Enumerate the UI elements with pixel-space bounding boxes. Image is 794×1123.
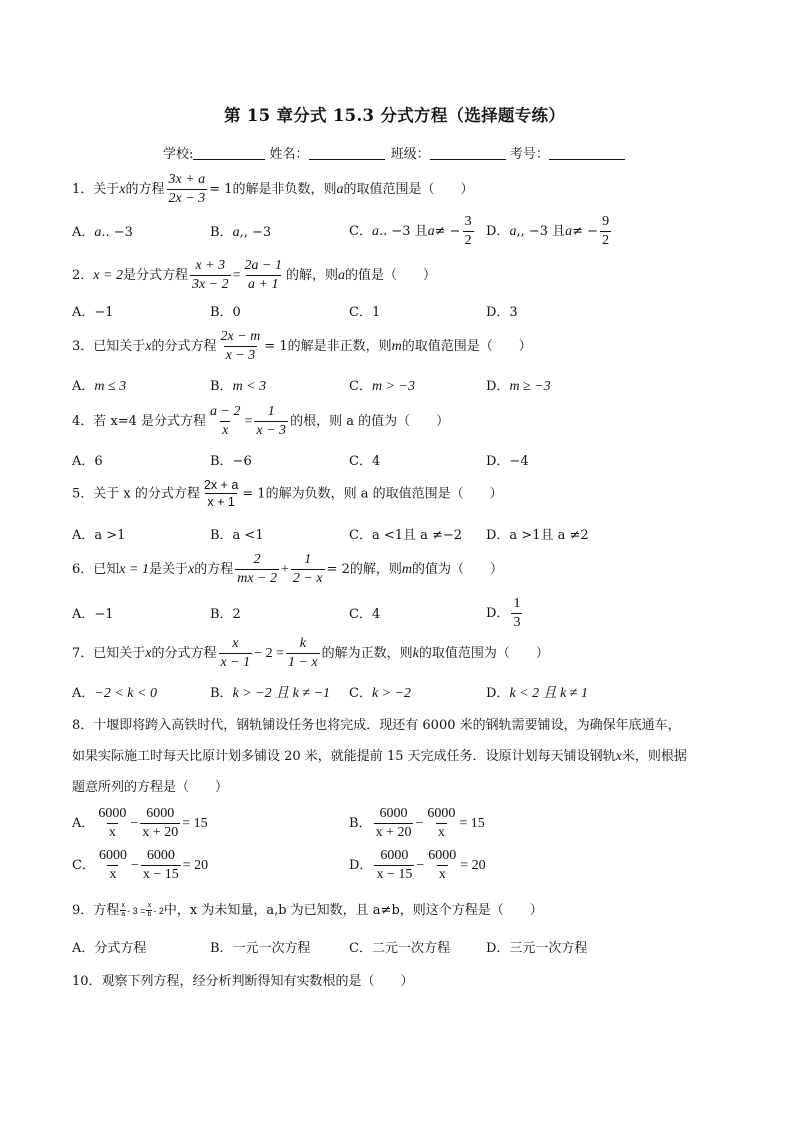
q3-option-d[interactable]: D．m ≥ −3 <box>486 379 551 394</box>
class-label: 班级： <box>390 147 430 162</box>
question-9: 9．方程 $\frac{x}{a}$ - 3 = $\frac{x}{b}$ - 2中，x 为未知量，a,b 为已知数，且 a≠b，则这个方程是（ ） <box>72 902 543 919</box>
q8-option-b[interactable]: B． $\frac{6000}{x + 20}$ − $\frac{6000}{x}$ = 15 <box>349 806 485 841</box>
exam-no-field[interactable] <box>549 147 625 160</box>
q4-option-a[interactable]: A．6 <box>72 454 103 469</box>
q6-option-a[interactable]: A．−1 <box>72 607 114 622</box>
page-title: 第 15 章分式 15.3 分式方程（选择题专练） <box>224 106 566 125</box>
q8-option-d[interactable]: D． $\frac{6000}{x - 15}$ − $\frac{6000}{x}$ = 20 <box>349 848 486 883</box>
exam-no-label: 考号： <box>509 147 549 162</box>
question-6: 6．已知x = 1是关于x的方程 $\frac{2}{mx - 2}$ + $\frac{1}{2 - x}$ = 2的解，则m的值为（ ） <box>72 552 503 587</box>
question-2: 2．x = 2是分式方程 $\frac{x + 3}{3x - 2}$ = $\frac{2a - 1}{a + 1}$ 的解，则a的值是（ ） <box>72 258 437 293</box>
q9-option-d[interactable]: D．三元一次方程 <box>486 941 588 956</box>
q6-option-b[interactable]: B．2 <box>210 607 241 622</box>
q7-option-b[interactable]: B．k > −2 且 k ≠ −1 <box>210 686 331 701</box>
q9-option-a[interactable]: A．分式方程 <box>72 941 147 956</box>
name-label: 姓名： <box>269 147 309 162</box>
q1-fraction: $\frac{3x + a}{2x - 3}$ <box>168 172 206 207</box>
q3-option-c[interactable]: C．m > −3 <box>349 379 415 394</box>
school-field[interactable] <box>193 147 265 160</box>
q5-option-d[interactable]: D．a >1且 a ≠2 <box>486 528 589 543</box>
q4-option-b[interactable]: B．−6 <box>210 454 252 469</box>
q4-option-c[interactable]: C．4 <box>349 454 381 469</box>
question-7: 7．已知关于x的分式方程 $\frac{x}{x - 1}$ − 2 = $\frac{k}{1 - x}$ 的解为正数，则k的取值范围为（ ） <box>72 636 549 671</box>
q5-option-a[interactable]: A．a >1 <box>72 528 126 543</box>
question-8-line-3: 题意所列的方程是（ ） <box>72 780 229 795</box>
q2-option-d[interactable]: D．3 <box>486 305 518 320</box>
question-8-line-1: 8．十堰即将跨入高铁时代，钢轨铺设任务也将完成．现还有 6000 米的钢轨需要铺设，为确保年底通车， <box>72 718 681 733</box>
question-8-line-2: 如果实际施工时每天比原计划多铺设 20 米，就能提前 15 天完成任务．设原计划每天铺设钢轨x米，则根据 <box>72 749 687 764</box>
q8-option-a[interactable]: A． $\frac{6000}{x}$ − $\frac{6000}{x + 20}$ = 15 <box>72 806 208 841</box>
q1-option-b[interactable]: B．a,, −3 <box>210 225 272 240</box>
question-3: 3．已知关于x的分式方程 $\frac{2x - m}{x - 3}$ = 1的解是非正数，则m的取值范围是（ ） <box>72 329 532 364</box>
q4-option-d[interactable]: D．−4 <box>486 454 529 469</box>
school-label: 学校: <box>163 147 194 162</box>
question-4: 4．若 x=4 是分式方程 $\frac{a - 2}{x}$ = $\frac{1}{x - 3}$ 的根，则 a 的值为（ ） <box>72 404 450 439</box>
q7-option-c[interactable]: C．k > −2 <box>349 686 412 701</box>
q8-option-c[interactable]: C． $\frac{6000}{x}$ − $\frac{6000}{x - 15}$ = 20 <box>72 848 209 883</box>
q1-option-a[interactable]: A．a.. −3 <box>72 225 133 240</box>
q5-option-b[interactable]: B．a <1 <box>210 528 264 543</box>
question-1: 1．关于x的方程 $\frac{3x + a}{2x - 3}$ = 1的解是非负数，则a的取值范围是（ ） <box>72 172 474 207</box>
question-10: 10．观察下列方程，经分析判断得知有实数根的是（ ） <box>72 974 414 989</box>
q6-option-c[interactable]: C．4 <box>349 607 381 622</box>
q6-option-d[interactable]: D． $\frac{1}{3}$ <box>486 596 521 631</box>
q2-option-b[interactable]: B．0 <box>210 305 241 320</box>
q2-option-a[interactable]: A．−1 <box>72 305 114 320</box>
q7-option-d[interactable]: D．k < 2 且 k ≠ 1 <box>486 686 588 701</box>
q7-option-a[interactable]: A．−2 < k < 0 <box>72 686 157 701</box>
class-field[interactable] <box>430 147 506 160</box>
q5-option-c[interactable]: C．a <1且 a ≠−2 <box>349 528 463 543</box>
q3-option-b[interactable]: B．m < 3 <box>210 379 267 394</box>
q3-option-a[interactable]: A．m ≤ 3 <box>72 379 127 394</box>
question-5: 5．关于 x 的分式方程 $\frac{2x + a}{x + 1}$ = 1的解为负数，则 a 的取值范围是（ ） <box>72 478 503 510</box>
q1-option-c[interactable]: C．a.. −3 且a≠ − $\frac{3}{2}$ <box>349 214 472 249</box>
q9-option-c[interactable]: C．二元一次方程 <box>349 941 450 956</box>
student-info-line <box>163 147 625 161</box>
q1-option-d[interactable]: D．a,, −3 且a≠ − $\frac{9}{2}$ <box>486 214 610 249</box>
q2-option-c[interactable]: C．1 <box>349 305 381 320</box>
name-field[interactable] <box>309 147 385 160</box>
q9-option-b[interactable]: B．一元一次方程 <box>210 941 311 956</box>
